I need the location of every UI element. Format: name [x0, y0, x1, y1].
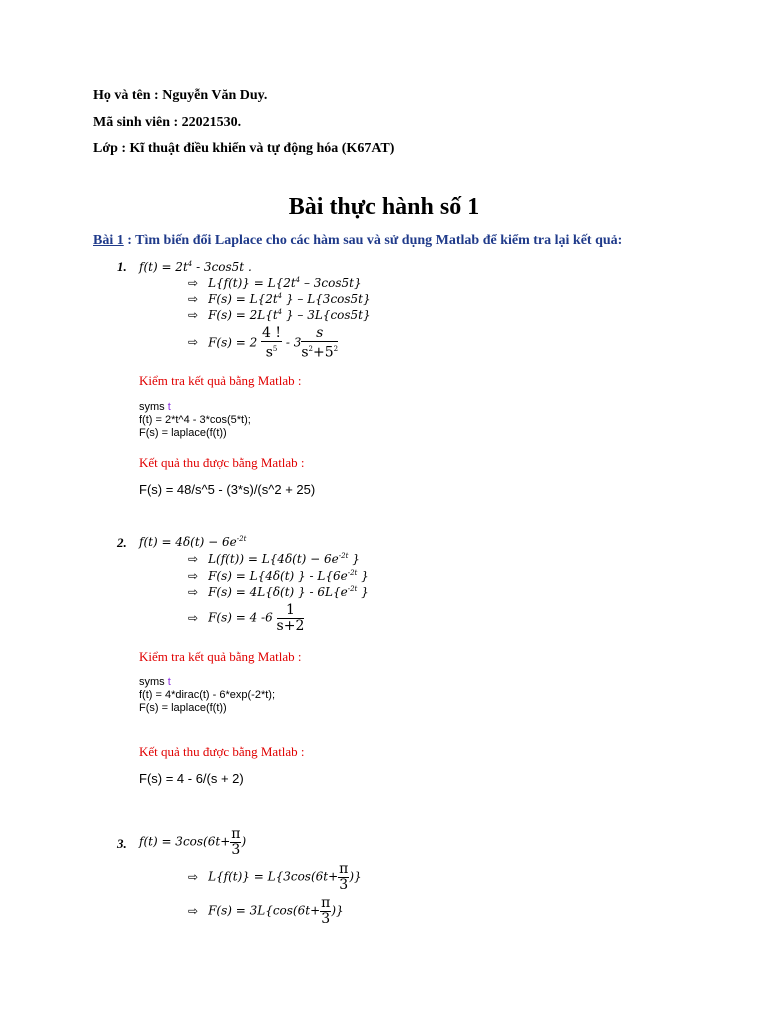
problem-1-result-label: Kết quả thu được bằng Matlab : [139, 455, 305, 470]
student-class: Lớp : Kĩ thuật điều khiển và tự động hóa (K67AT) [93, 141, 395, 156]
problem-3-step-2: ⇨ F(s) = 3L{cos(6t+ $\frac{\pi}{3}$ )} [188, 895, 344, 927]
problem-2-code: syms t f(t) = 4*dirac(t) - 6*exp(-2*t); F(s) = laplace(f(t)) [139, 676, 276, 714]
problem-1-result: F(s) = 48/s^5 - (3*s)/(s^2 + 25) [139, 482, 316, 497]
arrow-icon: ⇨ [188, 292, 199, 306]
page-title: Bài thực hành số 1 [288, 194, 480, 220]
student-id: Mã sinh viên : 22021530. [93, 115, 242, 130]
arrow-icon: ⇨ [188, 335, 199, 350]
arrow-icon: ⇨ [188, 308, 199, 322]
code-keyword: t [167, 401, 171, 413]
problem-1-step-3: ⇨ $F(s) = 2L\{t^4$ } – 3L{cos5t} [188, 308, 371, 322]
problem-1-code: syms t f(t) = 2*t^4 - 3*cos(5*t); F(s) = laplace(f(t)) [139, 401, 251, 439]
exercise-heading [93, 233, 622, 249]
problem-1-function: $f(t) = 2t^4 - 3\cos 5t$ . [139, 260, 252, 274]
problem-3-number: 3. [117, 836, 127, 851]
student-name: Họ và tên : Nguyễn Văn Duy. [93, 88, 268, 103]
problem-2-result-label: Kết quả thu được bằng Matlab : [139, 744, 305, 759]
problem-2-step-1: ⇨ $L(f(t)) = L\{4\delta(t) - 6e^{-2t}$ } [188, 552, 360, 566]
arrow-icon: ⇨ [188, 869, 199, 884]
arrow-icon: ⇨ [188, 276, 199, 290]
problem-2-check-label: Kiểm tra kết quả bằng Matlab : [139, 649, 302, 664]
problem-2-step-3: ⇨ F(s) = 4L{δ(t) } - $6L\{e^{-2t}$ } [188, 585, 369, 599]
problem-3-function: f(t) = 3cos(6t+ $\frac{\pi}{3}$ ) [139, 826, 247, 858]
problem-2-number: 2. [117, 535, 127, 550]
problem-1-step-1: ⇨ $L\{f(t)\} = L\{2t^4 - 3\cos 5t\}$ [188, 276, 362, 290]
problem-2-step-4: ⇨ F(s) = 4 -6 $\frac{1}{s+2}$ [188, 602, 305, 634]
arrow-icon: ⇨ [188, 585, 199, 599]
problem-1-number: 1. [117, 259, 127, 274]
code-keyword: t [167, 676, 171, 688]
problem-1-step-2: ⇨ $F(s) = L\{2t^4$ } – L{3cos5t} [188, 292, 371, 306]
problem-1-step-4: ⇨ F(s) = 2 $\frac{4 !}{s^5}$ - 3 $\frac{s}{s^2+5^2}$ [188, 325, 339, 361]
problem-2-result: F(s) = 4 - 6/(s + 2) [139, 771, 244, 786]
arrow-icon: ⇨ [188, 903, 199, 918]
arrow-icon: ⇨ [188, 610, 199, 625]
exercise-text: : Tìm biến đổi Laplace cho các hàm sau và sử dụng Matlab để kiểm tra lại kết quả: [123, 233, 623, 248]
arrow-icon: ⇨ [188, 569, 199, 583]
exercise-label: Bài 1 [93, 233, 124, 248]
arrow-icon: ⇨ [188, 552, 199, 566]
problem-2-function: $f(t) = 4\delta(t) - 6e^{-2t}$ [139, 535, 247, 549]
problem-1-check-label: Kiểm tra kết quả bằng Matlab : [139, 373, 302, 388]
problem-3-step-1: ⇨ L{f(t)} = L{3cos(6t+ $\frac{\pi}{3}$ )} [188, 861, 362, 893]
problem-2-step-2: ⇨ F(s) = L{4δ(t) } - $L\{6e^{-2t}$ } [188, 569, 369, 583]
